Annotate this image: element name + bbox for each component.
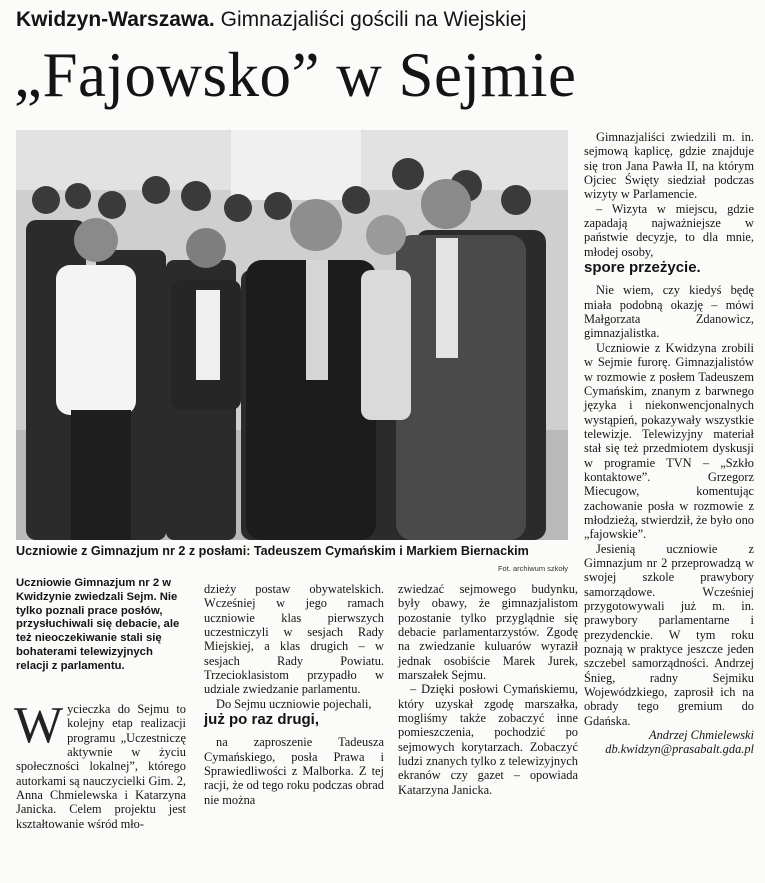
column-4-paragraph: Uczniowie z Kwidzyna zrobili w Sejmie furorę. Gimnazjalistów w rozmowie z posłem Tadeuszem Cymańskim, znanym z barwnego języka i niekonwencjonalnych wystąpień, pokazywały wszystkie telewizje. Telewizyjny materiał stał się też przedmiotem dyskusji w programie TVN – „Szkło kontaktowe”. Grzegorz Miecugow, komentując zachowanie posła w rozmowie z młodzieżą, stwierdził, że było ono „fajowskie”. xyxy=(584,340,754,542)
kicker xyxy=(16,8,756,32)
column-4-paragraph: Gimnazjaliści zwiedzili m. in. sejmową kaplicę, gdzie znajduje się tron Jana Pawła II, na którym Ojciec Święty siedział podczas wizyty w Parlamencie. xyxy=(584,130,754,202)
subheading: już po raz drugi, xyxy=(204,711,319,729)
column-2 xyxy=(204,582,384,807)
column-4 xyxy=(584,130,754,757)
group-photo xyxy=(16,130,568,540)
column-4-paragraph: – Wizyta w miejscu, gdzie zapadają najważniejsze w państwie decyzje, to dla mnie, młodej osoby, xyxy=(584,201,754,259)
column-3-paragraph: zwiedzać sejmowego budynku, były obawy, że gimnazjalistom pozostanie tylko przyglądnie się debacie parlamentarzystów. Zgodę na zwiedzanie kuluarów wyraził jednak osobiście Marek Jurek, marszałek Sejmu. xyxy=(398,582,578,683)
group-photo-illustration xyxy=(16,130,568,540)
column-2-paragraph: Do Sejmu uczniowie pojechali, xyxy=(216,696,372,711)
column-4-paragraph: Nie wiem, czy kiedyś będę miała podobną okazję – mówi Małgorzata Zdanowicz, gimnazjalistka. xyxy=(584,283,754,341)
author-email: db.kwidzyn@prasabalt.gda.pl xyxy=(605,742,754,757)
column-4-paragraph: Jesienią uczniowie z Gimnazjum nr 2 przeprowadzą w swojej szkole prawybory samorządowe. Wcześniej przygotowywali już m. in. prawybory parlamentarne i prezydenckie. W tym roku poznają w praktyce jeszcze jeden szczebel samorządności. Andrzej Śnieg, radny Sejmiku Wojewódzkiego, zaprosił ich na obrady tego gremium do Gdańska. xyxy=(584,541,754,728)
column-1-text: ycieczka do Sejmu to kolejny etap realizacji programu „Uczestniczę aktywnie w życiu społeczności lokalnej”, którego autorkami są nauczycielki Gim. 2, Anna Chmielewska i Katarzyna Janicka. Celem projektu jest kształtowanie wśród mło- xyxy=(16,702,186,831)
column-2-paragraph: dzieży postaw obywatelskich. Wcześniej w jego ramach uczniowie klas pierwszych uczestniczyli w sesjach Rady Miejskiej, a klas drugich – w sesjach Rady Powiatu. Trzecioklasistom przypadło w udziale zwiedzanie parlamentu. xyxy=(204,582,384,697)
kicker-location: Kwidzyn-Warszawa. xyxy=(16,8,215,31)
headline: „Fajowsko” w Sejmie xyxy=(14,40,577,110)
drop-cap: W xyxy=(14,697,64,754)
column-3 xyxy=(398,582,578,797)
column-3-paragraph: – Dzięki posłowi Cymańskiemu, który uzyskał zgodę marszałka, mogliśmy także zobaczyć inne pomieszczenia, pochodzić po sejmowych korytarzach. Zobaczyć ludzi znanych tylko z telewizyjnych ekranów czy gazet – opowiada Katarzyna Janicka. xyxy=(398,682,578,797)
photo-caption: Uczniowie z Gimnazjum nr 2 z posłami: Tadeuszem Cymańskim i Markiem Biernackim xyxy=(16,544,529,558)
kicker-subtitle: Gimnazjaliści gościli na Wiejskiej xyxy=(220,8,527,31)
column-1 xyxy=(14,697,186,831)
subheading: spore przeżycie. xyxy=(584,259,701,277)
author-signature: Andrzej Chmielewski xyxy=(649,728,754,743)
column-2-paragraph: na zaproszenie Tadeusza Cymańskiego, posła Prawa i Sprawiedliwości z Malborka. Z tej racji, że od tego roku podczas obrad nie można xyxy=(204,735,384,807)
photo-credit: Fot. archiwum szkoły xyxy=(497,564,568,573)
lead-paragraph: Uczniowie Gimnazjum nr 2 w Kwidzynie zwiedzali Sejm. Nie tylko poznali prace posłów, przysłuchiwali się debacie, ale też nieoczekiwanie stali się bohaterami telewizyjnych relacji z parlamentu. xyxy=(16,577,180,672)
